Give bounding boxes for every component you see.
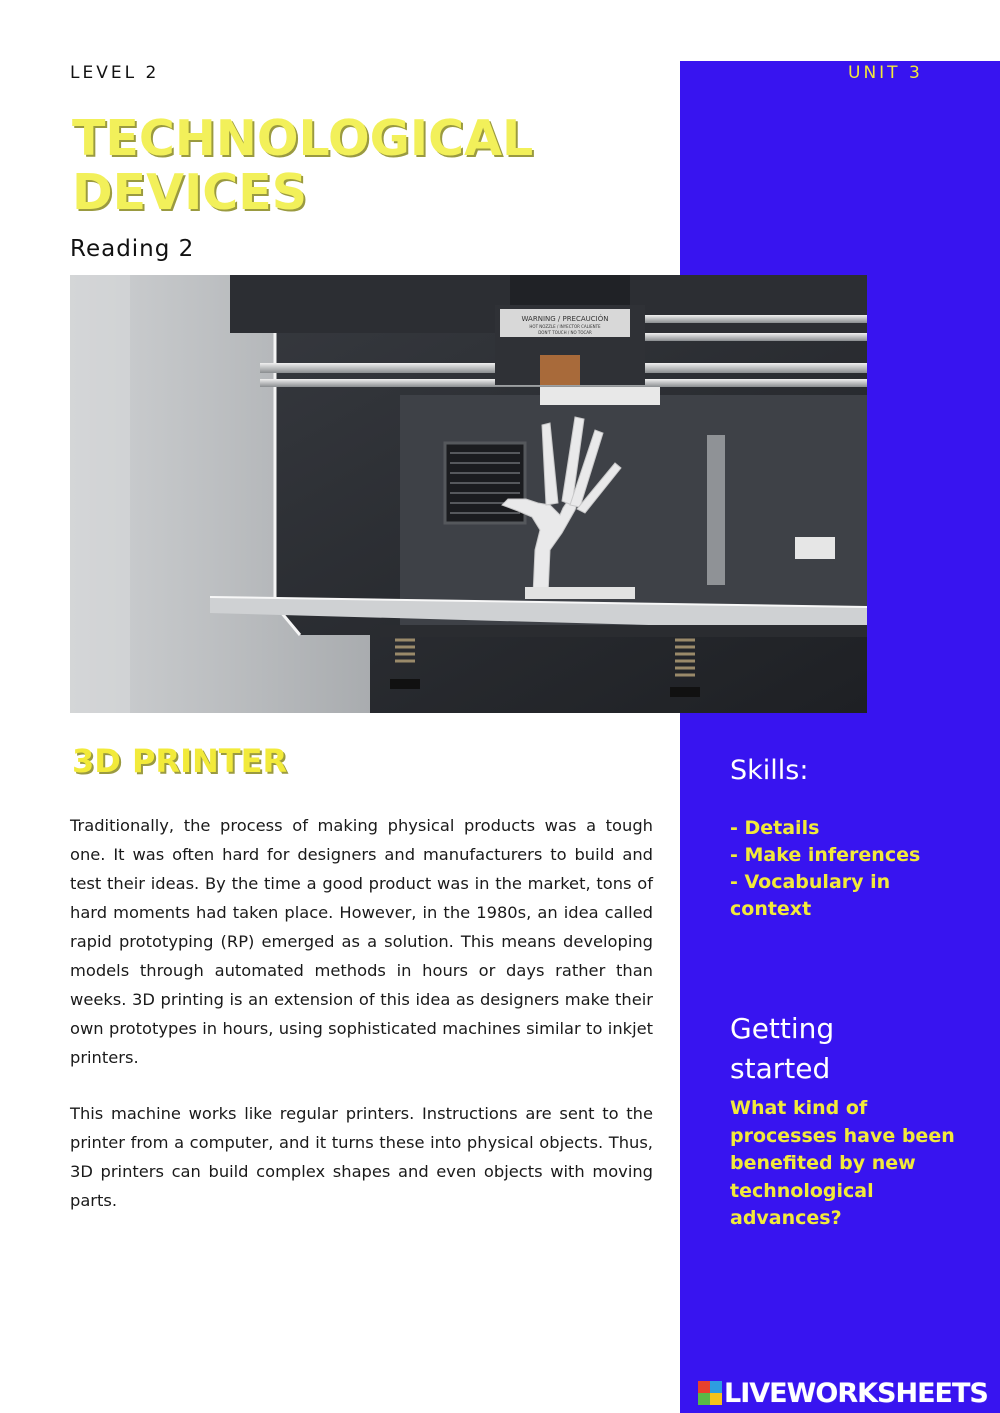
article-paragraph-2: This machine works like regular printers. Instructions are sent to the printer from a computer, and it turns these into physical objects. Thus, 3D printers can build complex shapes and even objects with moving parts. (70, 1104, 653, 1210)
reading-subtitle: Reading 2 (70, 236, 195, 262)
warning-sub-2: DON'T TOUCH / NO TOCAR (538, 330, 592, 335)
3d-printer-photo (70, 275, 867, 713)
getting-started-heading: Getting started (730, 1012, 835, 1085)
article-heading: 3D PRINTER (72, 742, 288, 780)
warning-sub-1: HOT NOZZLE / INYECTOR CALIENTE (529, 324, 601, 329)
liveworksheets-watermark (698, 1378, 988, 1408)
skills-heading: Skills: (730, 755, 809, 786)
skill-item-inferences: - Make inferences (730, 844, 921, 866)
3d-printer-illustration (70, 275, 867, 713)
title-line-2: DEVICES (72, 164, 308, 221)
warning-label: WARNING / PRECAUCIÓN (521, 315, 609, 323)
title-line-1: TECHNOLOGICAL (72, 110, 534, 167)
level-label: LEVEL 2 (70, 63, 160, 83)
skill-item-vocabulary: - Vocabulary in context (730, 871, 891, 920)
unit-label: UNIT 3 (848, 63, 923, 83)
watermark-text: LIVEWORKSHEETS (724, 1377, 988, 1409)
liveworksheets-logo-icon (698, 1381, 722, 1405)
article-paragraph-1: Traditionally, the process of making physical products was a tough one. It was often hard for designers and manufacturers to build and test their ideas. By the time a good product was in the market, tons of hard moments had taken place. However, in the 1980s, an idea called rapid prototyping (RP) emerged as a solution. This means developing models through automated methods in hours or days rather than weeks. 3D printing is an extension of this idea as designers make their own prototypes in hours, using sophisticated machines similar to inkjet printers. (70, 816, 653, 1067)
page-title (72, 112, 533, 220)
getting-started-question: What kind of processes have been benefited by new technological advances? (730, 1097, 955, 1229)
skill-item-details: - Details (730, 817, 820, 839)
skills-list (730, 815, 960, 923)
